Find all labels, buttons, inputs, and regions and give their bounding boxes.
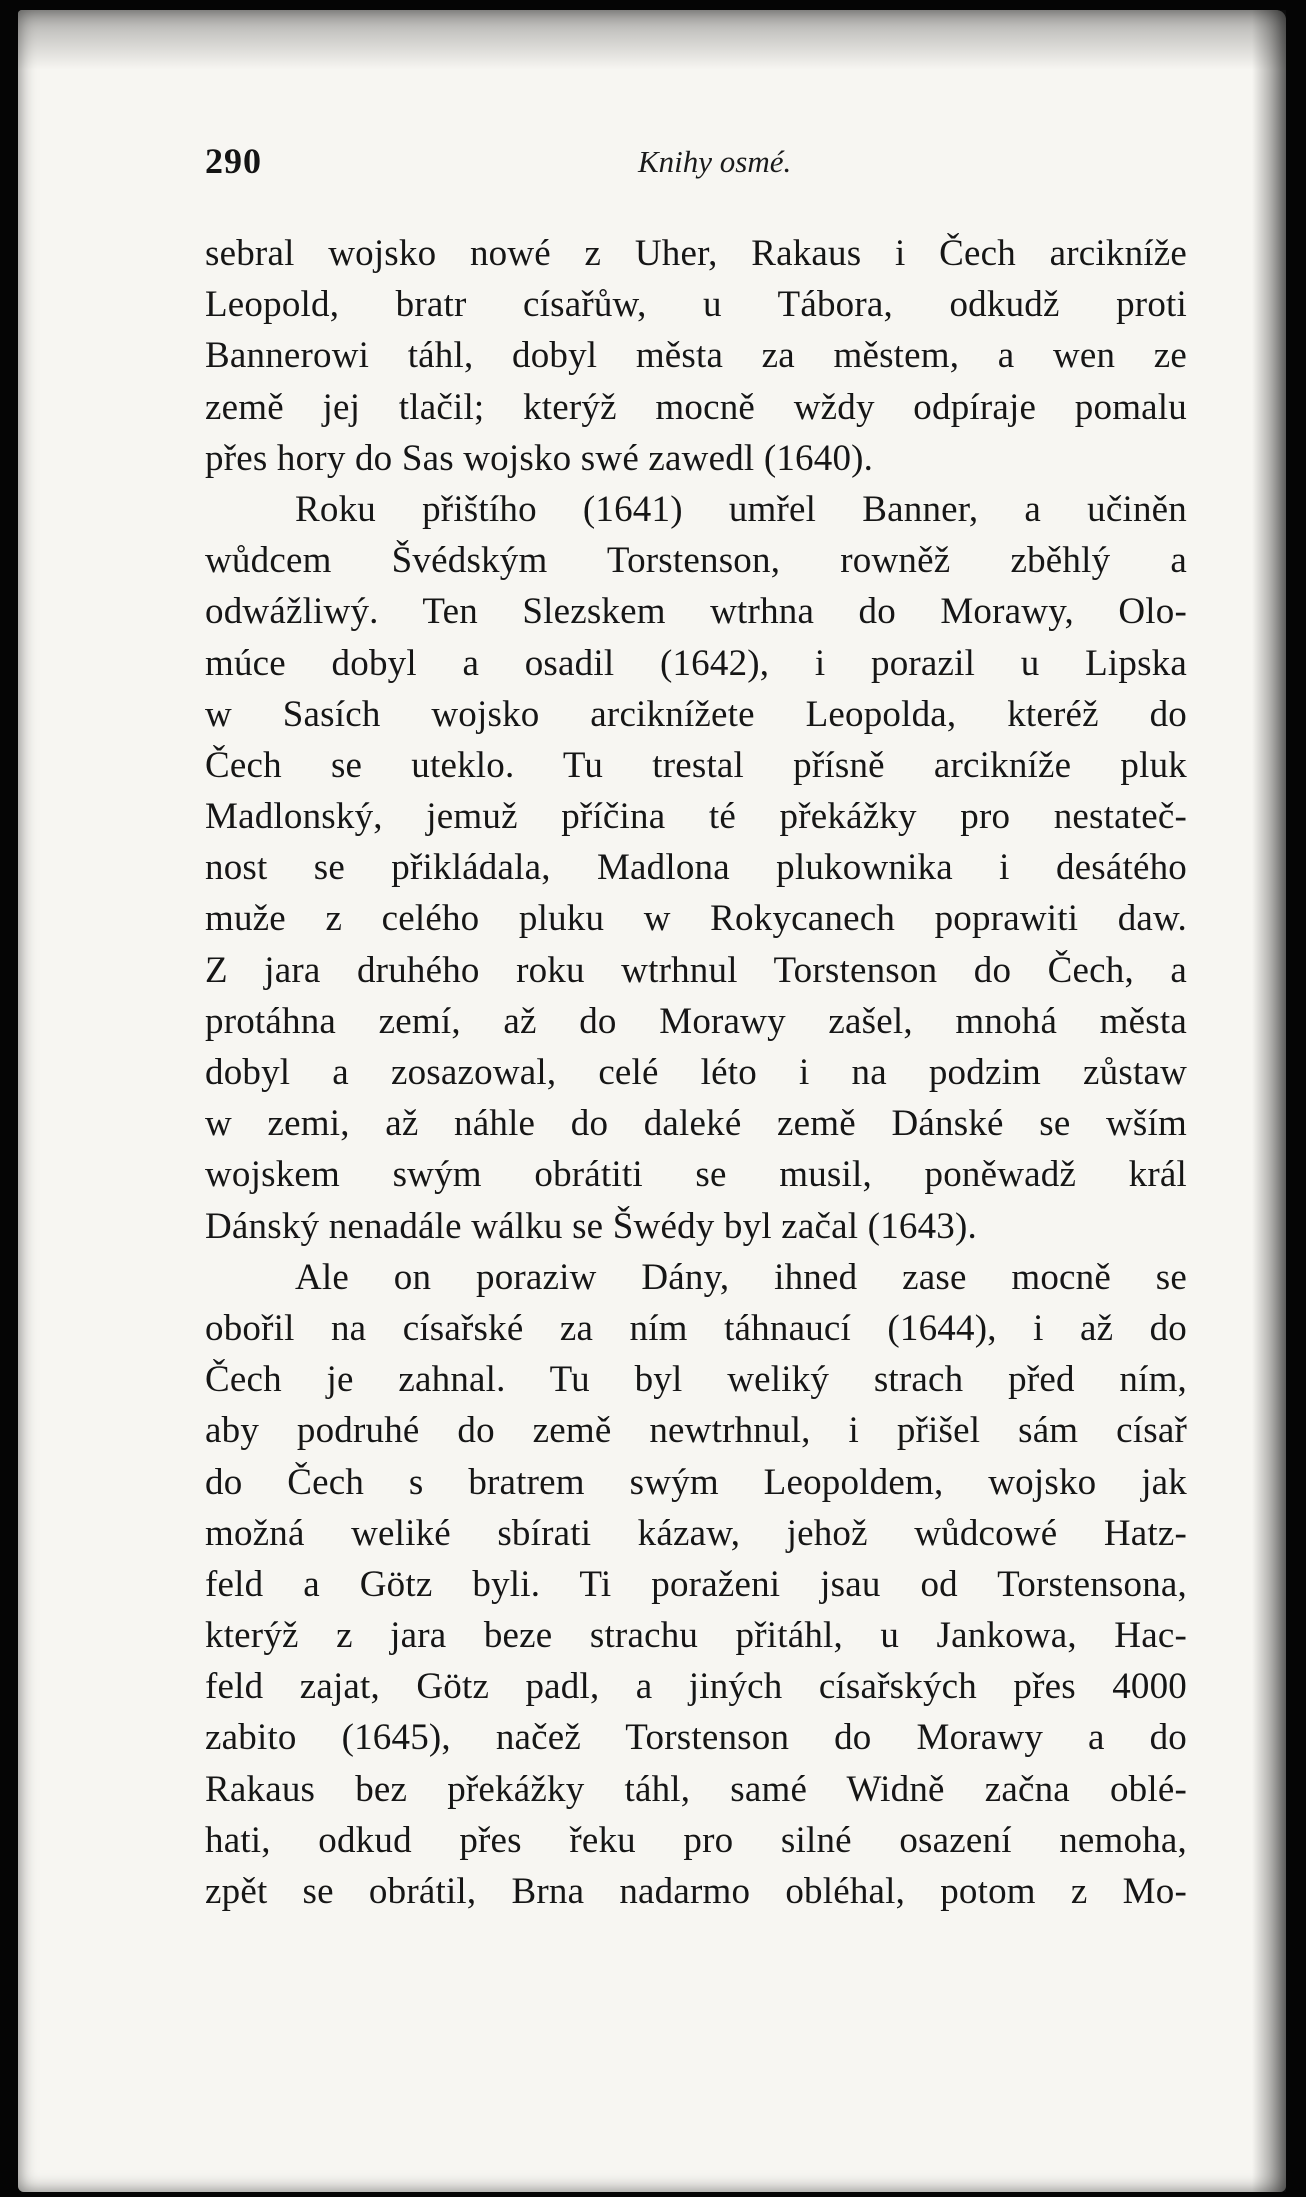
text-line: Čech je zahnal. Tu byl weliký strach před ním, <box>205 1359 1187 1401</box>
text-line: hati, odkud přes řeku pro silné osazení nemoha, <box>205 1819 1187 1861</box>
text-line: do Čech s bratrem swým Leopoldem, wojsko jak <box>205 1461 1187 1503</box>
text-line: w zemi, až náhle do daleké země Dánské se wším <box>205 1103 1187 1145</box>
page-header <box>205 140 845 190</box>
text-line: zabito (1645), načež Torstenson do Morawy a do <box>205 1717 1187 1759</box>
text-line: Leopold, bratr císařůw, u Tábora, odkudž proti <box>205 284 1187 326</box>
text-line: obořil na císařské za ním táhnaucí (1644), i až do <box>205 1307 1187 1349</box>
text-line: Madlonský, jemuž příčina té překážky pro nestateč- <box>205 796 1187 838</box>
text-line: možná weliké sbírati kázaw, jehož wůdcowé Hatz- <box>205 1512 1187 1554</box>
text-line: odwážliwý. Ten Slezskem wtrhna do Morawy, Olo- <box>205 591 1187 633</box>
text-line: wůdcem Švédským Torstenson, rowněž zběhlý a <box>205 540 1187 582</box>
text-line: přes hory do Sas wojsko swé zawedl (1640). <box>205 437 874 479</box>
text-line: sebral wojsko nowé z Uher, Rakaus i Čech arcikníže <box>205 233 1187 274</box>
page-number: 290 <box>205 141 262 181</box>
text-line: nost se přikládala, Madlona plukownika i desátého <box>205 847 1187 889</box>
page-top-shadow <box>18 10 1286 70</box>
text-line: země jej tlačil; kterýž mocně wždy odpíraje pomalu <box>205 386 1187 428</box>
running-head: Knihy osmé. <box>638 144 792 179</box>
text-line: múce dobyl a osadil (1642), i porazil u Lipska <box>205 642 1187 684</box>
text-line: protáhna zemí, až do Morawy zašel, mnohá města <box>205 1000 1187 1042</box>
text-line: Čech se uteklo. Tu trestal přísně arcikníže pluk <box>205 744 1187 786</box>
text-line: Z jara druhého roku wtrhnul Torstenson do Čech, a <box>205 949 1187 991</box>
text-line: feld a Götz byli. Ti poraženi jsau od Torstensona, <box>205 1563 1187 1605</box>
text-line: Bannerowi táhl, dobyl města za městem, a wen ze <box>205 335 1187 377</box>
text-line: w Sasích wojsko arciknížete Leopolda, kteréž do <box>205 693 1187 735</box>
text-line: wojskem swým obrátiti se musil, poněwadž král <box>205 1154 1187 1196</box>
text-line: aby podruhé do země newtrhnul, i přišel sám císař <box>205 1410 1187 1452</box>
text-line: Ale on poraziw Dány, ihned zase mocně se <box>295 1256 1187 1298</box>
text-line: dobyl a zosazowal, celé léto i na podzim zůstaw <box>205 1052 1187 1093</box>
text-line: Rakaus bez překážky táhl, samé Widně začna oblé- <box>205 1768 1187 1810</box>
text-line: Dánský nenadále wálku se Šwédy byl začal (1643). <box>205 1205 977 1247</box>
body-text <box>205 228 1187 1917</box>
text-line: zpět se obrátil, Brna nadarmo obléhal, potom z Mo- <box>205 1871 1187 1912</box>
text-line: muže z celého pluku w Rokycanech poprawiti daw. <box>205 898 1187 940</box>
page-edge-shadow <box>1252 10 1286 2192</box>
text-line: Roku přištího (1641) umřel Banner, a učiněn <box>295 488 1187 530</box>
text-line: feld zajat, Götz padl, a jiných císařských přes 4000 <box>205 1666 1187 1708</box>
text-line: kterýž z jara beze strachu přitáhl, u Jankowa, Hac- <box>205 1615 1187 1657</box>
